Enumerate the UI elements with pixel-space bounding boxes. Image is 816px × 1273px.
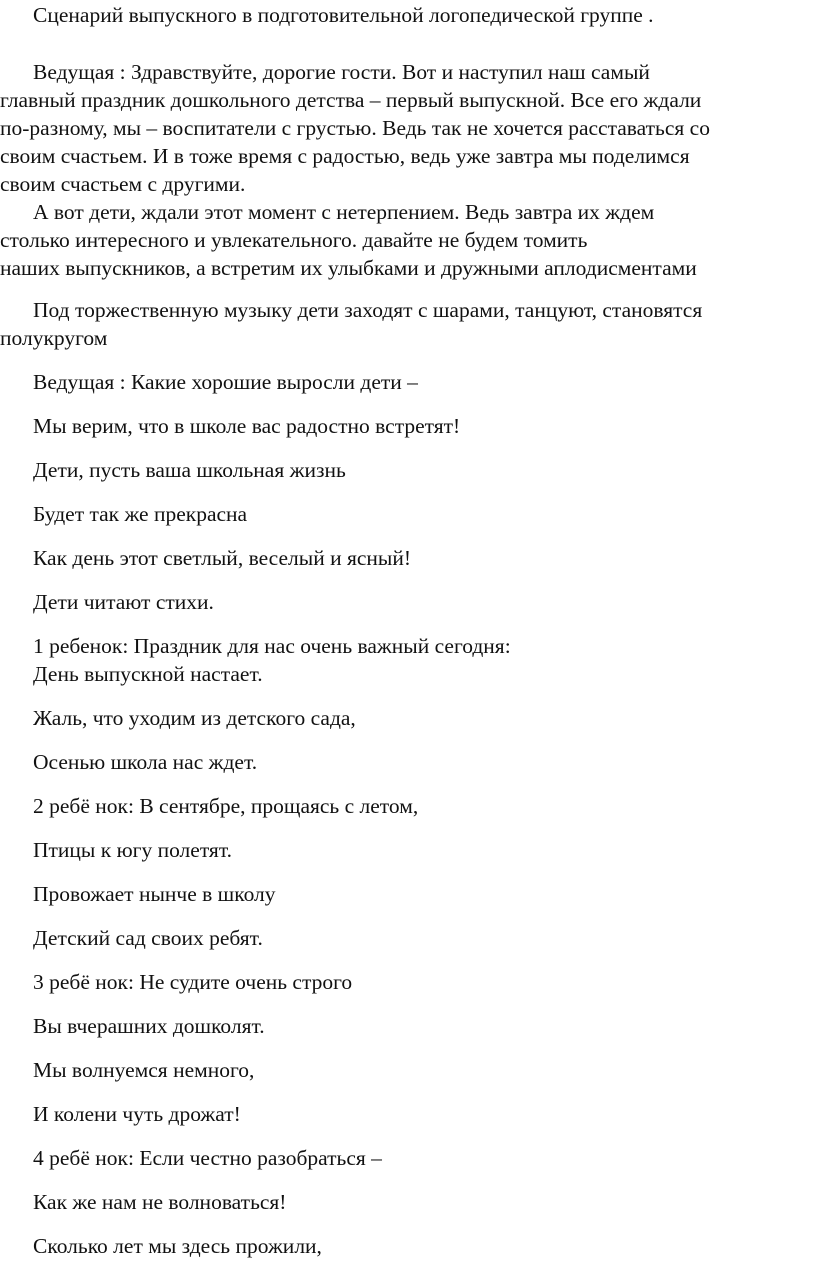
script-line: Дети, пусть ваша школьная жизнь bbox=[33, 458, 346, 482]
script-line: День выпускной настает. bbox=[33, 662, 263, 686]
script-line: Детский сад своих ребят. bbox=[33, 926, 263, 950]
script-line: Как же нам не волноваться! bbox=[33, 1190, 287, 1214]
script-line: Будет так же прекрасна bbox=[33, 502, 248, 526]
script-line: И колени чуть дрожат! bbox=[33, 1102, 241, 1126]
intro-line: своим счастьем. И в тоже время с радостью, ведь уже завтра мы поделимся bbox=[0, 144, 690, 168]
script-line: Сколько лет мы здесь прожили, bbox=[33, 1234, 322, 1258]
script-line: 4 ребё нок: Если честно разобраться – bbox=[33, 1146, 382, 1170]
document-title: Сценарий выпускного в подготовительной логопедической группе . bbox=[33, 3, 654, 27]
script-line: Мы верим, что в школе вас радостно встретят! bbox=[33, 414, 461, 438]
intro-line: по-разному, мы – воспитатели с грустью. Ведь так не хочется расставаться со bbox=[0, 116, 710, 140]
intro-line: столько интересного и увлекательного. давайте не будем томить bbox=[0, 228, 588, 252]
script-line: Как день этот светлый, веселый и ясный! bbox=[33, 546, 412, 570]
script-line: Провожает нынче в школу bbox=[33, 882, 276, 906]
script-line: Вы вчерашних дошколят. bbox=[33, 1014, 265, 1038]
intro-line: своим счастьем с другими. bbox=[0, 172, 246, 196]
stage-direction-line: полукругом bbox=[0, 326, 108, 350]
script-line: 2 ребё нок: В сентябре, прощаясь с летом, bbox=[33, 794, 419, 818]
script-line: Ведущая : Какие хорошие выросли дети – bbox=[33, 370, 418, 394]
stage-direction-line: Под торжественную музыку дети заходят с шарами, танцуют, становятся bbox=[33, 298, 703, 322]
intro-line: наших выпускников, а встретим их улыбками и дружными аплодисментами bbox=[0, 256, 697, 280]
intro-line: А вот дети, ждали этот момент с нетерпением. Ведь завтра их ждем bbox=[33, 200, 655, 224]
script-line: Дети читают стихи. bbox=[33, 590, 214, 614]
script-line: 3 ребё нок: Не судите очень строго bbox=[33, 970, 353, 994]
script-line: 1 ребенок: Праздник для нас очень важный сегодня: bbox=[33, 634, 511, 658]
script-line: Жаль, что уходим из детского сада, bbox=[33, 706, 356, 730]
script-line: Осенью школа нас ждет. bbox=[33, 750, 258, 774]
script-line: Птицы к югу полетят. bbox=[33, 838, 232, 862]
script-line: Мы волнуемся немного, bbox=[33, 1058, 255, 1082]
intro-line: Ведущая : Здравствуйте, дорогие гости. Вот и наступил наш самый bbox=[33, 60, 650, 84]
intro-line: главный праздник дошкольного детства – первый выпускной. Все его ждали bbox=[0, 88, 702, 112]
